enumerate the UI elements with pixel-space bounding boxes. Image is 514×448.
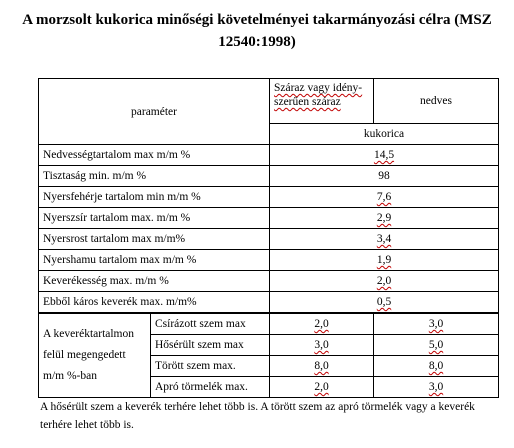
group-row-label: Apró törmelék max.	[151, 377, 270, 398]
group-row-dry: 2,0	[270, 313, 374, 335]
table-row	[39, 187, 499, 208]
table-header-row	[39, 79, 499, 124]
document-title: A morzsolt kukorica minőségi követelményei takarmányozási célra (MSZ 12540:1998)	[22, 12, 492, 50]
footnote: A hősérült szem a keverék terhére lehet több is. A törött szem az apró törmelék vagy a keverék terhére lehet több is.	[40, 401, 475, 431]
row-value: 14,5	[270, 145, 499, 166]
row-label: Ebből káros keverék max. m/m%	[39, 292, 270, 314]
header-kukorica: kukorica	[270, 124, 499, 145]
row-label: Nyerszsír tartalom max. m/m %	[39, 208, 270, 229]
group-row-wet: 3,0	[374, 313, 499, 335]
row-value: 7,6	[270, 187, 499, 208]
group-row-wet: 5,0	[374, 335, 499, 356]
row-label: Nyershamu tartalom max m/m %	[39, 250, 270, 271]
quality-requirements-table	[38, 78, 499, 398]
table-row	[39, 208, 499, 229]
group-row-label: Törött szem max.	[151, 356, 270, 377]
group-row-dry: 8,0	[270, 356, 374, 377]
group-row-wet: 8,0	[374, 356, 499, 377]
row-value: 0,5	[270, 292, 499, 314]
header-dry	[270, 79, 374, 124]
row-value: 2,9	[270, 208, 499, 229]
table-row	[39, 166, 499, 187]
header-wet: nedves	[374, 79, 499, 124]
row-label: Keverékesség max. m/m %	[39, 271, 270, 292]
row-label: Nedvességtartalom max m/m %	[39, 145, 270, 166]
group-row-label: Csírázott szem max	[151, 313, 270, 335]
group-row-wet: 3,0	[374, 377, 499, 398]
row-value: 1,9	[270, 250, 499, 271]
group-label: A keveréktartalmon felül megengedett m/m %-ban	[39, 313, 151, 398]
table-row	[39, 292, 499, 314]
group-row-dry: 3,0	[270, 335, 374, 356]
group-row-label: Hősérült szem max	[151, 335, 270, 356]
table-row	[39, 250, 499, 271]
row-label: Tisztaság min. m/m %	[39, 166, 270, 187]
table-row	[39, 229, 499, 250]
row-value: 98	[270, 166, 499, 187]
group-row-dry: 2,0	[270, 377, 374, 398]
row-value: 3,4	[270, 229, 499, 250]
table-row	[39, 313, 499, 335]
header-dry-label: Száraz vagy idény-szerűen száraz	[274, 82, 363, 108]
row-label: Nyersrost tartalom max m/m%	[39, 229, 270, 250]
row-value: 2,0	[270, 271, 499, 292]
header-parameter: paraméter	[39, 79, 270, 145]
table-row	[39, 145, 499, 166]
table-row	[39, 271, 499, 292]
row-label: Nyersfehérje tartalom min m/m %	[39, 187, 270, 208]
